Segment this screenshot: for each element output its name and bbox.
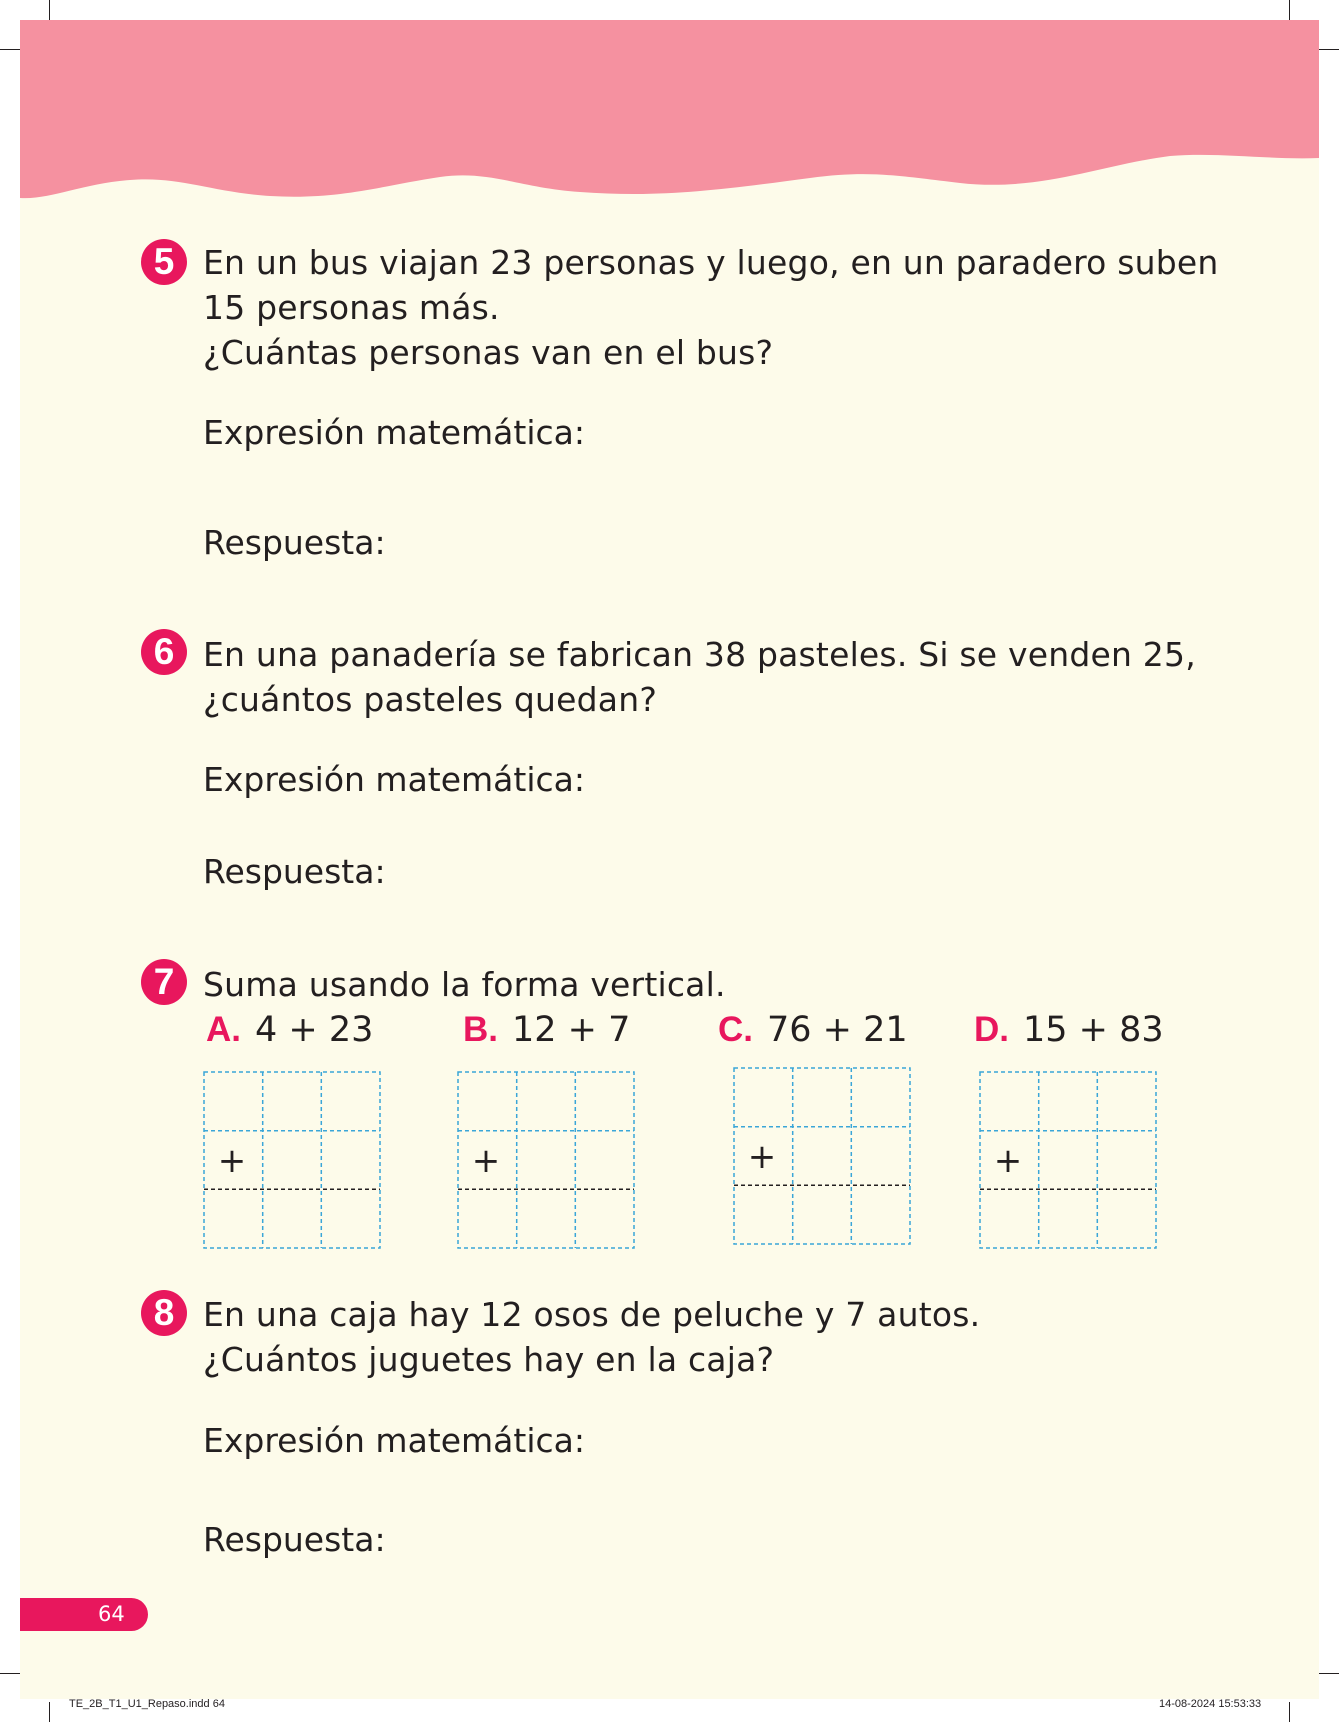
question-5-text: [203, 240, 1219, 375]
crop-mark: [1289, 1702, 1290, 1722]
page-number: 64: [20, 1598, 148, 1631]
crop-mark: [49, 1702, 50, 1722]
question-8-text: [203, 1292, 980, 1382]
question-6-line-1: En una panadería se fabrican 38 pasteles. Si se venden 25,: [203, 635, 1196, 674]
option-b-letter: B.: [463, 1010, 498, 1049]
crop-mark: [49, 0, 50, 20]
plus-sign: +: [217, 1141, 247, 1181]
option-a-expression: 4 + 23: [255, 1010, 374, 1050]
question-number-6: 6: [141, 629, 187, 675]
option-a-letter: A.: [206, 1010, 241, 1049]
plus-sign: +: [993, 1141, 1023, 1181]
question-number-5: 5: [141, 239, 187, 285]
question-5-line-2: 15 personas más.: [203, 288, 500, 327]
timestamp-slug: 14-08-2024 15:53:33: [1159, 1698, 1262, 1710]
vertical-sum-grid-a[interactable]: [203, 1071, 381, 1249]
question-6-answer-label: Respuesta:: [203, 852, 386, 891]
question-number-7: 7: [141, 959, 187, 1005]
option-c: [718, 1009, 908, 1051]
file-slug: TE_2B_T1_U1_Repaso.indd 64: [69, 1698, 225, 1710]
question-7-text: [203, 962, 726, 1007]
question-5-line-1: En un bus viajan 23 personas y luego, en un paradero suben: [203, 243, 1219, 282]
option-c-letter: C.: [718, 1010, 753, 1049]
crop-mark: [1319, 49, 1339, 50]
vertical-sum-grid-b[interactable]: [457, 1071, 635, 1249]
option-c-expression: 76 + 21: [767, 1010, 908, 1050]
plus-sign: +: [471, 1141, 501, 1181]
question-6-text: [203, 632, 1196, 722]
crop-mark: [1319, 1673, 1339, 1674]
crop-mark: [1289, 0, 1290, 20]
vertical-sum-grid-c[interactable]: [733, 1067, 911, 1245]
question-8-line-2: ¿Cuántos juguetes hay en la caja?: [203, 1340, 775, 1379]
option-d-expression: 15 + 83: [1023, 1010, 1164, 1050]
vertical-sum-grid-d[interactable]: [979, 1071, 1157, 1249]
question-5-line-3: ¿Cuántas personas van en el bus?: [203, 333, 774, 372]
option-a: [206, 1009, 373, 1051]
option-d: [974, 1009, 1164, 1051]
question-8-expression-label: Expresión matemática:: [203, 1421, 585, 1460]
crop-mark: [0, 1673, 20, 1674]
question-7-line-1: Suma usando la forma vertical.: [203, 965, 726, 1004]
question-8-line-1: En una caja hay 12 osos de peluche y 7 autos.: [203, 1295, 981, 1334]
option-d-letter: D.: [974, 1010, 1009, 1049]
option-b-expression: 12 + 7: [512, 1010, 631, 1050]
header-wave: [20, 20, 1319, 205]
question-number-8: 8: [141, 1290, 187, 1336]
crop-mark: [0, 49, 20, 50]
question-5-expression-label: Expresión matemática:: [203, 413, 585, 452]
question-6-line-2: ¿cuántos pasteles quedan?: [203, 680, 658, 719]
question-5-answer-label: Respuesta:: [203, 523, 386, 562]
plus-sign: +: [747, 1137, 777, 1177]
question-6-expression-label: Expresión matemática:: [203, 760, 585, 799]
question-8-answer-label: Respuesta:: [203, 1520, 386, 1559]
option-b: [463, 1009, 630, 1051]
